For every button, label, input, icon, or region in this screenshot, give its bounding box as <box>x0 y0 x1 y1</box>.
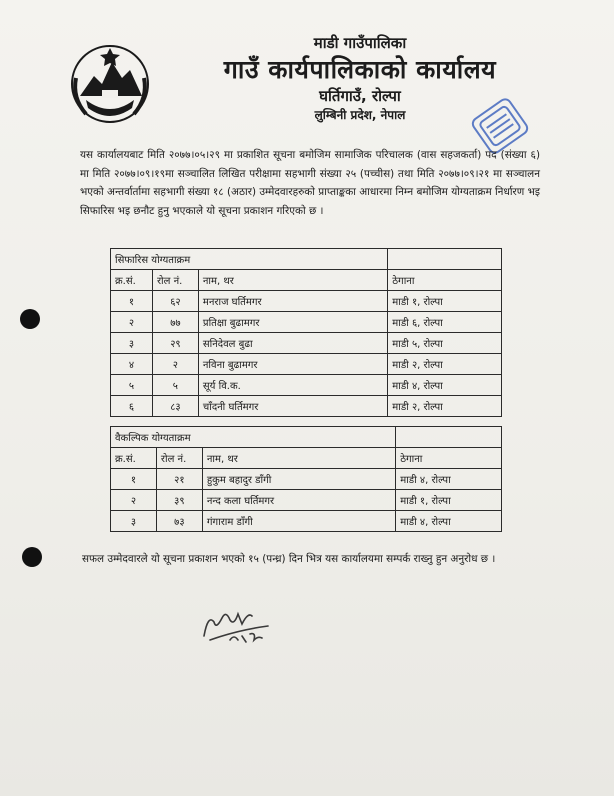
table-row <box>111 354 502 375</box>
cell-address: माडी ४, रोल्पा <box>396 469 502 490</box>
col-header-name: नाम, थर <box>202 448 395 469</box>
cell-roll: ७७ <box>152 312 198 333</box>
cell-address: माडी ५, रोल्पा <box>388 333 502 354</box>
cell-roll: २ <box>152 354 198 375</box>
cell-roll: ८३ <box>152 396 198 417</box>
cell-roll: २१ <box>156 469 202 490</box>
cell-serial: २ <box>111 312 153 333</box>
table-header-row <box>111 270 502 291</box>
punch-hole-bottom <box>22 547 42 567</box>
cell-serial: २ <box>111 490 157 511</box>
table-row <box>111 469 502 490</box>
table-row <box>111 511 502 532</box>
col-header-roll: रोल नं. <box>152 270 198 291</box>
cell-address: माडी १, रोल्पा <box>388 291 502 312</box>
cell-serial: ३ <box>111 511 157 532</box>
cell-serial: ३ <box>111 333 153 354</box>
alternate-merit-table <box>110 426 502 532</box>
col-header-address: ठेगाना <box>388 270 502 291</box>
nepal-emblem-icon <box>66 38 154 130</box>
cell-name: नविना बुढामगर <box>198 354 387 375</box>
cell-address: माडी ४, रोल्पा <box>396 511 502 532</box>
cell-address: माडी १, रोल्पा <box>396 490 502 511</box>
table-row <box>111 490 502 511</box>
cell-address: माडी २, रोल्पा <box>388 396 502 417</box>
table-header-row <box>111 448 502 469</box>
office-name: गाउँ कार्यपालिकाको कार्यालय <box>223 55 497 84</box>
col-header-name: नाम, थर <box>198 270 387 291</box>
cell-roll: ७३ <box>156 511 202 532</box>
cell-serial: ६ <box>111 396 153 417</box>
recommended-table-title: सिफारिस योग्यताक्रम <box>111 249 388 270</box>
cell-name: मनराज घर्तिमगर <box>198 291 387 312</box>
cell-serial: १ <box>111 291 153 312</box>
punch-hole-top <box>20 309 40 329</box>
cell-name: चाँदनी घर्तिमगर <box>198 396 387 417</box>
cell-name: सूर्य वि.क. <box>198 375 387 396</box>
cell-serial: १ <box>111 469 157 490</box>
municipality-name: माडी गाउँपालिका <box>313 34 407 52</box>
province-name: लुम्बिनी प्रदेश, नेपाल <box>314 108 406 122</box>
recommended-table-title-blank <box>388 249 502 270</box>
cell-serial: ५ <box>111 375 153 396</box>
col-header-roll: रोल नं. <box>156 448 202 469</box>
cell-name: सनिदेवल बुढा <box>198 333 387 354</box>
cell-address: माडी ६, रोल्पा <box>388 312 502 333</box>
signature-icon <box>198 596 288 646</box>
col-header-serial: क्र.सं. <box>111 448 157 469</box>
cell-roll: २९ <box>152 333 198 354</box>
cell-address: माडी २, रोल्पा <box>388 354 502 375</box>
table-row <box>111 291 502 312</box>
alternate-table-title: वैकल्पिक योग्यताक्रम <box>111 427 396 448</box>
cell-name: हुकुम बहादुर डाँगी <box>202 469 395 490</box>
cell-name: नन्द कला घर्तिमगर <box>202 490 395 511</box>
office-location: घर्तिगाउँ, रोल्पा <box>319 87 401 105</box>
recommended-merit-table <box>110 248 502 417</box>
col-header-address: ठेगाना <box>396 448 502 469</box>
cell-serial: ४ <box>111 354 153 375</box>
table-row <box>111 375 502 396</box>
cell-roll: ५ <box>152 375 198 396</box>
cell-address: माडी ४, रोल्पा <box>388 375 502 396</box>
cell-name: गंगाराम डाँगी <box>202 511 395 532</box>
alternate-table-title-blank <box>396 427 502 448</box>
col-header-serial: क्र.सं. <box>111 270 153 291</box>
notice-body: यस कार्यालयबाट मिति २०७७।०५।२९ मा प्रकाशित सूचना बमोजिम सामाजिक परिचालक (वास सहजकर्ता) पद (संख्या ६) मा मिति २०७७।०९।१९मा सञ्चालित लिखित परीक्षामा सहभागी संख्या २५ (पच्चीस) तथा मिति २०७७।०९।२१ मा सञ्चालन भएको अन्तर्वार्तामा सहभागी संख्या १८ (अठार) उम्मेदवारहरुको प्राप्ताङ्कका आधारमा निम्न बमोजिम योग्यताक्रम निर्धारण भइ सिफारिस भइ छनौट हुनु भएकाले यो सूचना प्रकाशन गरिएको छ । <box>80 149 540 217</box>
table-row <box>111 312 502 333</box>
table-row <box>111 396 502 417</box>
cell-roll: ३९ <box>156 490 202 511</box>
table-row <box>111 333 502 354</box>
cell-name: प्रतिक्षा बुढामगर <box>198 312 387 333</box>
closing-request: सफल उम्मेदवारले यो सूचना प्रकाशन भएको १५ (पन्ध्र) दिन भित्र यस कार्यालयमा सम्पर्क राख्नु हुन अनुरोध छ । <box>82 553 496 565</box>
cell-roll: ६२ <box>152 291 198 312</box>
